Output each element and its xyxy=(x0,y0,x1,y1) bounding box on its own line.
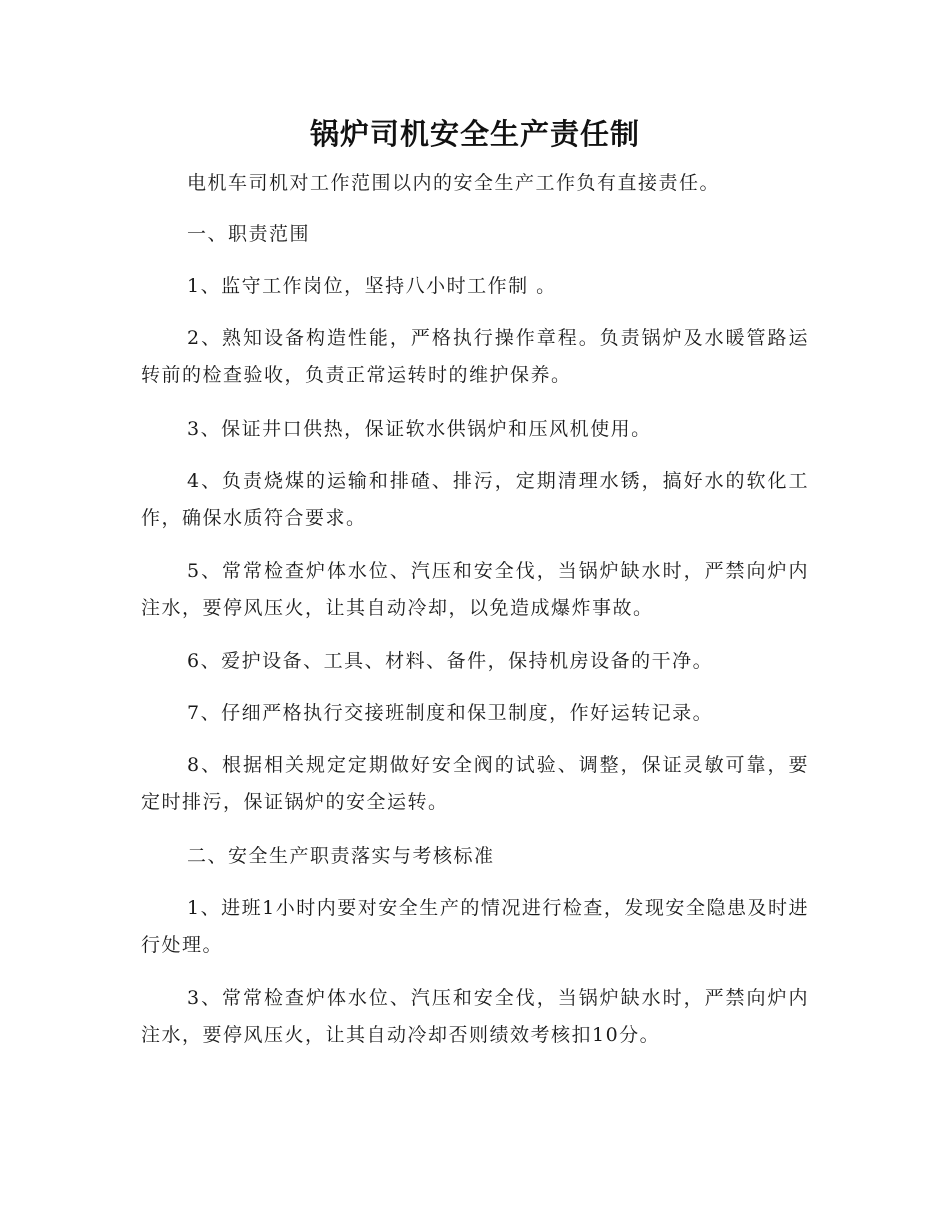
paragraph-item-8: 8、根据相关规定定期做好安全阀的试验、调整，保证灵敏可靠，要定时排污，保证锅炉的安全运转。 xyxy=(141,754,809,813)
paragraph-assessment-3: 3、常常检查炉体水位、汽压和安全伐，当锅炉缺水时，严禁向炉内注水，要停风压火，让其自动冷却否则绩效考核扣10分。 xyxy=(141,987,809,1046)
paragraph-item-7: 7、仔细严格执行交接班制度和保卫制度，作好运转记录。 xyxy=(187,702,714,724)
section-heading-scope: 一、职责范围 xyxy=(187,223,311,245)
paragraph-item-4: 4、负责烧煤的运输和排碴、排污，定期清理水锈，搞好水的软化工作，确保水质符合要求。 xyxy=(141,470,809,529)
paragraph-item-1: 1、监守工作岗位，坚持八小时工作制 。 xyxy=(187,275,557,297)
paragraph-item-6: 6、爱护设备、工具、材料、备件，保持机房设备的干净。 xyxy=(187,650,714,672)
paragraph-item-5: 5、常常检查炉体水位、汽压和安全伐，当锅炉缺水时，严禁向炉内注水，要停风压火，让其自动冷却，以免造成爆炸事故。 xyxy=(141,560,809,619)
paragraph-item-3: 3、保证井口供热，保证软水供锅炉和压风机使用。 xyxy=(187,418,652,440)
section-heading-assessment: 二、安全生产职责落实与考核标准 xyxy=(187,845,495,867)
paragraph-assessment-1: 1、进班1小时内要对安全生产的情况进行检查，发现安全隐患及时进行处理。 xyxy=(141,897,809,956)
paragraph-item-2: 2、熟知设备构造性能，严格执行操作章程。负责锅炉及水暖管路运转前的检查验收，负责正常运转时的维护保养。 xyxy=(141,327,809,386)
document-title: 锅炉司机安全生产责任制 xyxy=(309,117,640,151)
paragraph-intro: 电机车司机对工作范围以内的安全生产工作负有直接责任。 xyxy=(187,172,721,194)
